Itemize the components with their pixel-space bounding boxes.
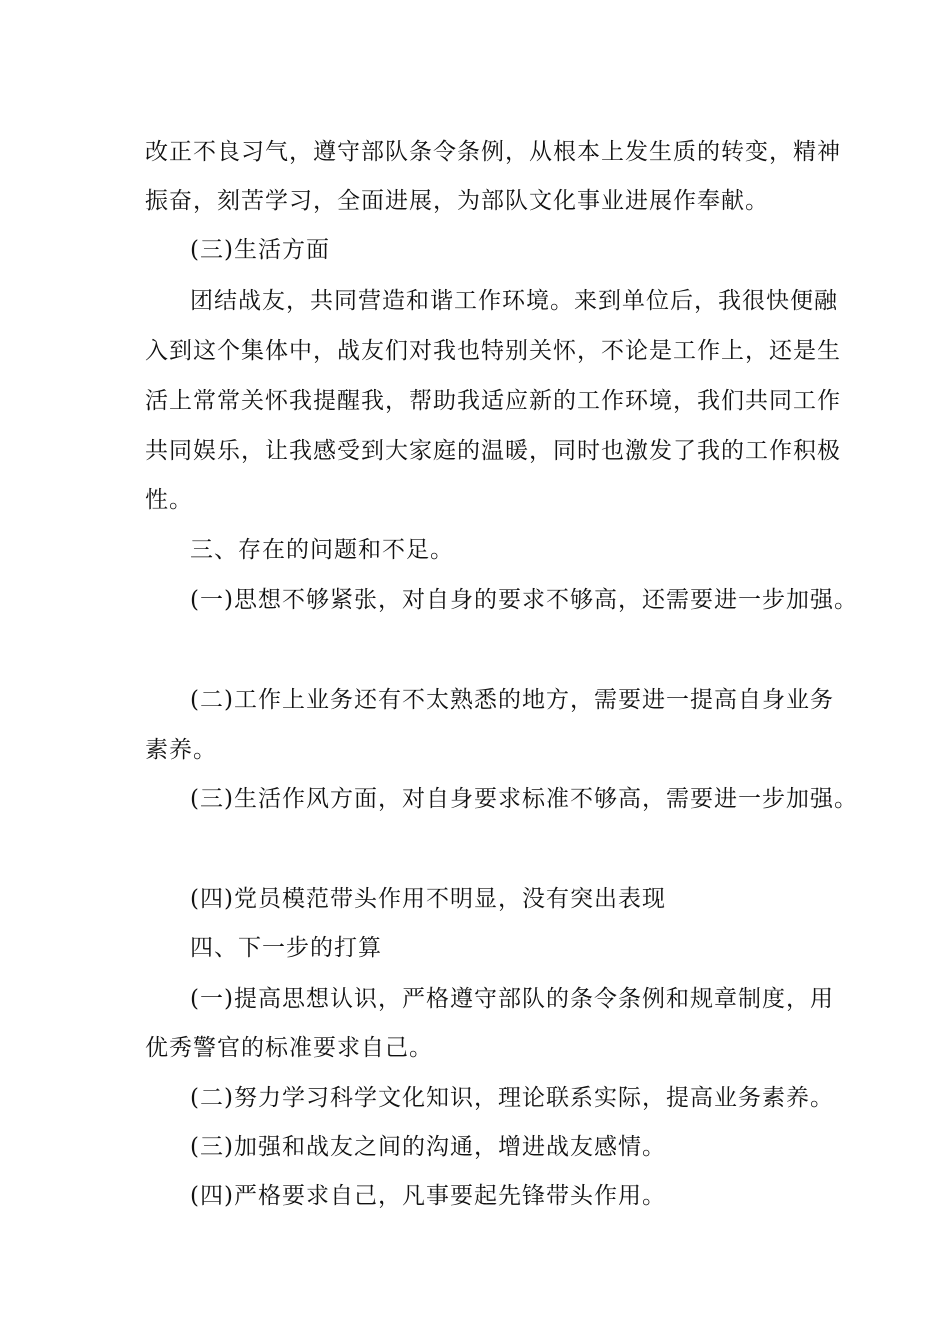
paragraph-line: (四)党员模范带头作用不明显，没有突出表现: [190, 886, 666, 912]
paragraph-line: 活上常常关怀我提醒我，帮助我适应新的工作环境，我们共同工作: [145, 388, 841, 414]
paragraph-line: 共同娱乐，让我感受到大家庭的温暖，同时也激发了我的工作积极: [145, 438, 841, 464]
section-heading: 四、下一步的打算: [190, 935, 382, 961]
paragraph-line: 素养。: [145, 737, 217, 763]
paragraph-line: (二)工作上业务还有不太熟悉的地方，需要进一提高自身业务: [190, 687, 834, 713]
paragraph-line: (三)加强和战友之间的沟通，增进战友感情。: [190, 1134, 666, 1160]
paragraph-line: 团结战友，共同营造和谐工作环境。来到单位后，我很快便融: [190, 288, 838, 314]
paragraph-line: 性。: [145, 487, 193, 513]
paragraph-line: (一)思想不够紧张，对自身的要求不够高，还需要进一步加强。: [190, 587, 858, 613]
paragraph-line: (一)提高思想认识，严格遵守部队的条令条例和规章制度，用: [190, 986, 834, 1012]
paragraph-line: 入到这个集体中，战友们对我也特别关怀，不论是工作上，还是生: [145, 338, 841, 364]
paragraph-line: (三)生活作风方面，对自身要求标准不够高，需要进一步加强。: [190, 786, 858, 812]
paragraph-line: 振奋，刻苦学习，全面进展，为部队文化事业进展作奉献。: [145, 188, 769, 214]
paragraph-line: (二)努力学习科学文化知识，理论联系实际，提高业务素养。: [190, 1085, 834, 1111]
section-heading: (三)生活方面: [190, 237, 330, 263]
paragraph-line: 优秀警官的标准要求自己。: [145, 1035, 433, 1061]
paragraph-line: 改正不良习气，遵守部队条令条例，从根本上发生质的转变，精神: [145, 139, 841, 165]
paragraph-line: (四)严格要求自己，凡事要起先锋带头作用。: [190, 1183, 666, 1209]
section-heading: 三、存在的问题和不足。: [190, 537, 454, 563]
